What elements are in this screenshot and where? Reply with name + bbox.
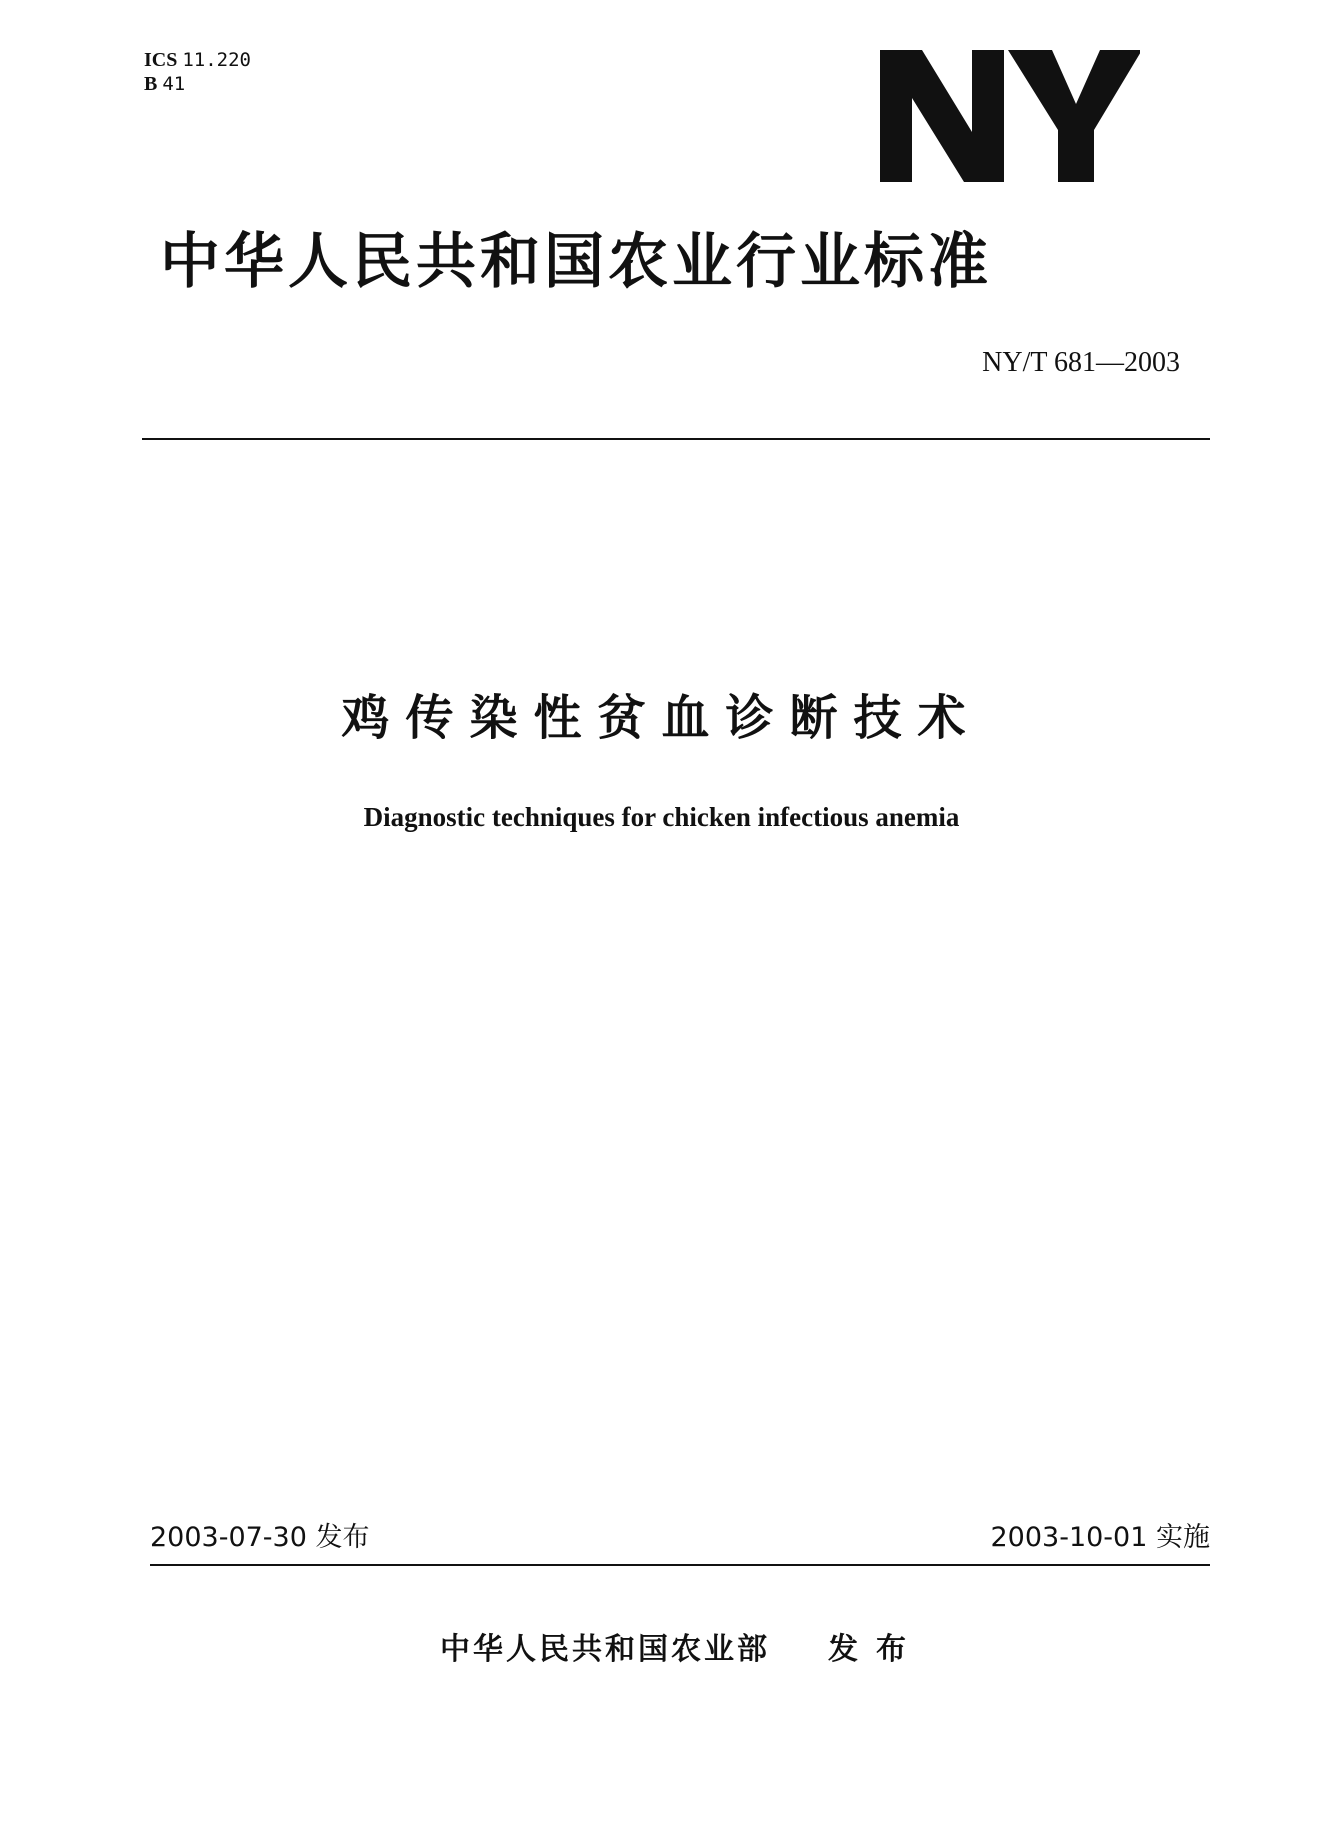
- ics-label: ICS: [144, 49, 178, 71]
- standard-code: NY/T 681—2003: [982, 347, 1180, 378]
- publisher-line: [440, 1630, 924, 1670]
- ccs-line: [144, 72, 251, 96]
- ics-code: 11.220: [182, 49, 251, 71]
- effective-date: 2003-10-01 实施: [990, 1522, 1210, 1553]
- top-divider: [142, 438, 1210, 440]
- publisher-name: 中华人民共和国农业部: [440, 1632, 770, 1667]
- ics-line: [144, 48, 251, 72]
- ny-logo-n: [880, 50, 1004, 182]
- publisher-action: 发布: [828, 1632, 924, 1667]
- standard-category-title: 中华人民共和国农业行业标准: [160, 227, 992, 297]
- document-subtitle: Diagnostic techniques for chicken infectious anemia: [363, 802, 960, 832]
- classification-codes: [144, 48, 251, 96]
- ccs-label: B: [144, 73, 158, 95]
- issue-date: 2003-07-30 发布: [150, 1522, 370, 1553]
- bottom-divider: [150, 1564, 1210, 1566]
- dates-row: [150, 1520, 1210, 1556]
- ccs-code: 41: [162, 73, 186, 95]
- ny-logo-y: [1008, 50, 1140, 182]
- ny-logo: [880, 40, 1140, 190]
- document-title: 鸡传染性贫血诊断技术: [341, 690, 982, 746]
